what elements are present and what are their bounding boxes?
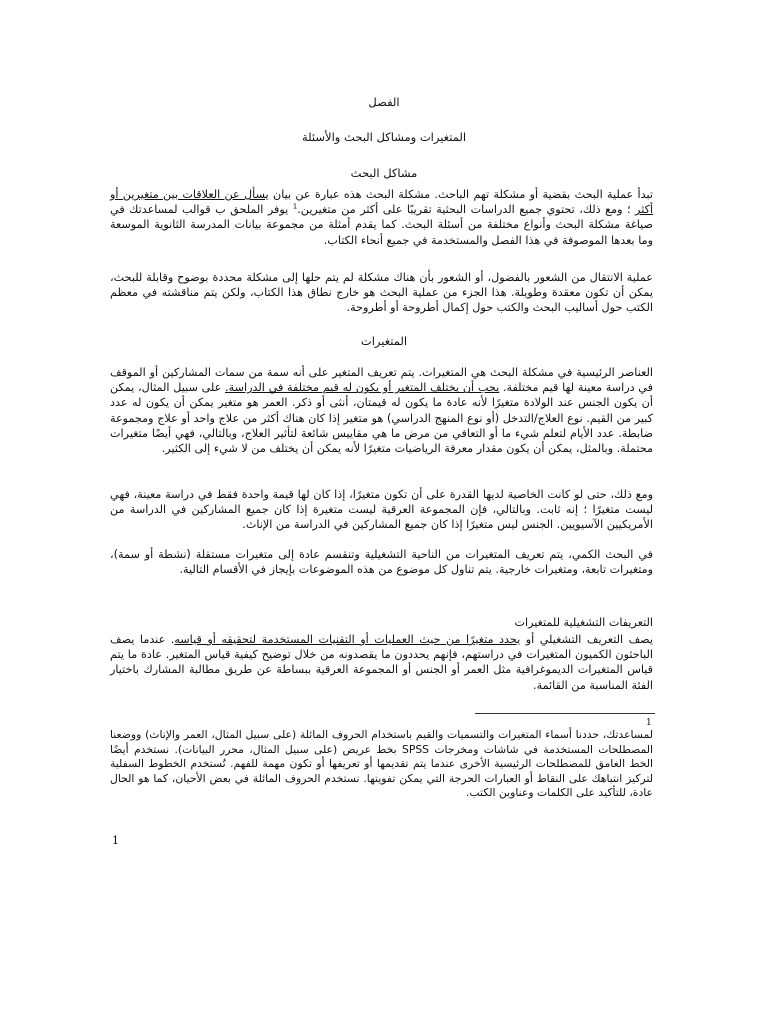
para3-text-c: على سبيل المثال، يمكن أن يكون الجنس عند الولادة متغيرًا لأنه عادة ما يكون له قيمتان، أنثى أو ذكر. العمر هو متغير يمكن أن يكون له عدد كبير من القيم. نوع العلاج/التدخل (أو نوع المنهج الدراسي) هو متغير إذا كان هناك أكثر من علاج واحد أو علاج ومجموعة ضابطة. عدد الأيام لتعلم شيء ما أو التعافي من مرض ما هي مقاييس شائعة لتأثير العلاج، وبالتالي، فهي أيضًا متغيرات محتملة. وبالمثل، يمكن أن يكون مقدار معرفة الرياضيات متغيرًا لأنه يمكن أن يختلف من لا شيء إلى الكثير.	[110, 381, 653, 456]
para6-underlined: يحدد متغيرًا من حيث العمليات أو التقنيات المستخدمة لتحقيقه أو قياسه	[174, 633, 521, 646]
para1-text-d: يوفر الملحق ب قوالب لمساعدتك في صياغة مشكلة البحث وأنواع مختلفة من أسئلة البحث. كما يقدم أمثلة من مجموعة بيانات المدرسة الثانوية الموسعة وما بعدها الموصوفة في هذا الفصل والمستخدمة في جميع أنحاء الكتاب.	[110, 203, 653, 247]
footnote-reference: 1	[292, 202, 298, 211]
paragraph-constants: ومع ذلك، حتى لو كانت الخاصية لديها القدرة على أن تكون متغيرًا، إذا كان لها قيمة واحدة فقط في دراسة معينة، فهي ليست متغيرًا ؛ إنه ثابت. وبالتالي، فإن المجموعة العرقية ليست متغيرة إذا كان جميع المشاركين في الدراسة من الأمريكيين الآسيويين. الجنس ليس متغيرًا إذا كان جميع المشاركين في الدراسة من الإناث.	[110, 488, 653, 532]
section-heading-research-problems: مشاكل البحث	[350, 166, 418, 180]
footnote-text-a: لمساعدتك، حددنا أسماء المتغيرات والتسميات والقيم باستخدام الحروف المائلة (على سبيل المثال، العمر والإناث) ووضعنا المصطلحات المستخدمة في شاشات ومخرجات	[110, 728, 653, 756]
paragraph-research-process: عملية الانتقال من الشعور بالفضول، أو الشعور بأن هناك مشكلة لم يتم حلها إلى مشكلة محددة بوضوح وقابلة للبحث، يمكن أن تكون معقدة وطويلة. هذا الجزء من عملية البحث هو خارج نطاق هذا الكتاب، ولكن يتم مناقشته في معظم الكتب حول أساليب البحث والكتب حول إكمال أطروحة أو أطروحة.	[110, 271, 653, 315]
section-heading-operational-definitions: التعريفات التشغيلية للمتغيرات	[514, 616, 653, 629]
footnote-text-b: بخط عريض (على سبيل المثال، محرر البيانات). نستخدم أيضًا الخط الغامق للمصطلحات الرئيسية الأخرى عندما يتم تقديمها أو تعريفها أو تكون مهمة للفهم. تُستخدم الخطوط السفلية لتركيز انتباهك على النقاط أو العبارات الحرجة التي يمكن تفويتها. نستخدم الحروف المائلة في بعض الأحيان، كما هو الحال عادة، للتأكيد على الكلمات وعناوين الكتب.	[110, 742, 653, 800]
chapter-title: المتغيرات ومشاكل البحث والأسئلة	[301, 130, 467, 144]
para6-text-a: يصف التعريف التشغيلي أو	[520, 633, 653, 646]
para6-text-c: . عندما يصف الباحثون الكميون المتغيرات في دراستهم، فإنهم يحددون ما يقصدونه من خلال توضيح كيفية قياس المتغير. عادة ما يتم قياس المتغيرات الديموغرافية مثل العمر أو الجنس أو المجموعة العرقية ببساطة عن طريق مطالبة المشارك باختيار الفئة المناسبة من القائمة.	[110, 633, 653, 692]
para1-text-c: ؛ ومع ذلك، تحتوي جميع الدراسات البحثية تقريبًا على أكثر من متغيرين.	[297, 203, 636, 217]
paragraph-research-problem	[110, 187, 653, 248]
footnote-text	[110, 728, 653, 801]
paragraph-variables-definition	[110, 365, 653, 456]
para3-text-a: العناصر الرئيسية في مشكلة البحث هي المتغيرات. يتم تعريف المتغير على أنه سمة من سمات المشاركين أو الموقف في دراسة معينة لها قيم مختلفة.	[110, 366, 653, 395]
paragraph-quantitative-research: في البحث الكمي، يتم تعريف المتغيرات من الناحية التشغيلية وتنقسم عادة إلى متغيرات مستقلة (نشطة أو سمة)، ومتغيرات تابعة، ومتغيرات خارجية. يتم تناول كل موضوع من هذه الموضوعات بإيجاز في الأقسام التالية.	[110, 548, 653, 577]
page-number: 1	[112, 834, 119, 847]
para1-underlined: يسأل عن العلاقات بين متغيرين أو أكثر	[110, 188, 654, 217]
paragraph-operational-definition	[110, 632, 653, 693]
section-heading-variables: المتغيرات	[360, 334, 408, 348]
para3-underlined: يجب أن يختلف المتغير أو يكون له قيم مختلفة في الدراسة.	[225, 381, 500, 395]
para1-text-a: تبدأ عملية البحث بقضية أو مشكلة تهم الباحث. مشكلة البحث هذه عبارة عن بيان	[268, 188, 653, 201]
footnote-spss: SPSS	[401, 742, 430, 756]
chapter-label: الفصل	[368, 95, 400, 109]
footnote-separator	[475, 713, 655, 714]
footnote-number: 1	[646, 718, 652, 728]
